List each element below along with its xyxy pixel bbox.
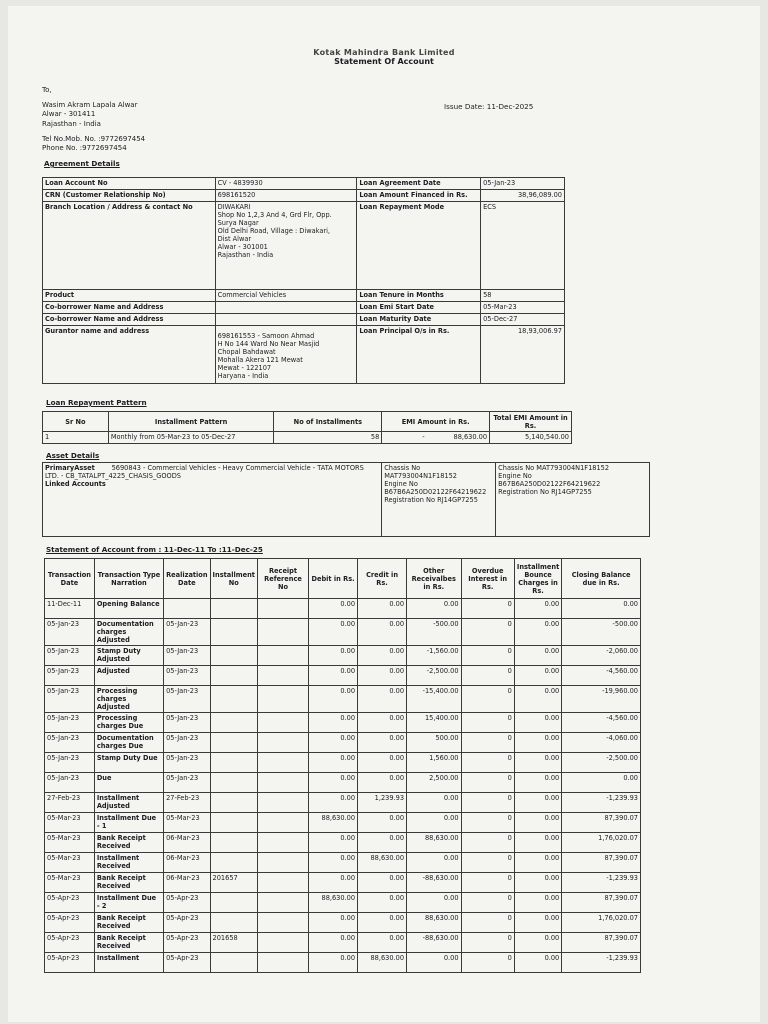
statement-cell: Installment Due - 2 (94, 893, 163, 913)
statement-cell: 0.00 (514, 953, 561, 973)
statement-cell: 0 (461, 733, 514, 753)
statement-cell: 11-Dec-11 (45, 599, 95, 619)
statement-cell: 0.00 (358, 913, 407, 933)
statement-cell: 05-Apr-23 (164, 913, 210, 933)
statement-cell (257, 646, 308, 666)
statement-cell: 05-Jan-23 (164, 686, 210, 713)
statement-cell: 0.00 (358, 666, 407, 686)
statement-cell: 0.00 (358, 933, 407, 953)
statement-cell: Bank Receipt Received (94, 933, 163, 953)
statement-cell: 201657 (210, 873, 257, 893)
statement-cell: 0.00 (358, 646, 407, 666)
statement-cell: 05-Jan-23 (164, 619, 210, 646)
statement-cell (210, 733, 257, 753)
statement-cell: 0.00 (309, 599, 358, 619)
table-row (45, 853, 641, 873)
statement-cell: 0.00 (358, 599, 407, 619)
statement-header: Transaction Type Narration (94, 559, 163, 599)
statement-cell: 05-Apr-23 (164, 933, 210, 953)
statement-cell (210, 773, 257, 793)
statement-cell: Installment Due - 1 (94, 813, 163, 833)
statement-cell: 0.00 (514, 753, 561, 773)
statement-cell: 0.00 (309, 713, 358, 733)
statement-cell (210, 953, 257, 973)
statement-cell: 05-Jan-23 (164, 733, 210, 753)
statement-header: Installment Bounce Charges in Rs. (514, 559, 561, 599)
statement-cell (210, 666, 257, 686)
amount-financed-value: 38,96,089.00 (481, 190, 565, 202)
repayment-pattern-heading: Loan Repayment Pattern (46, 398, 147, 407)
asset-chassis-cell: Chassis No MAT793004N1F18152 Engine No B67B6A250D02122F64219622 Registration No RJ14GP7255 (382, 463, 496, 537)
statement-cell: Bank Receipt Received (94, 913, 163, 933)
statement-cell: 0.00 (514, 646, 561, 666)
statement-cell: -1,239.93 (562, 953, 641, 973)
repayment-header: Installment Pattern (108, 412, 274, 432)
coborrower-label: Co-borrower Name and Address (43, 302, 216, 314)
statement-cell: Stamp Duty Adjusted (94, 646, 163, 666)
statement-header: Transaction Date (45, 559, 95, 599)
statement-cell: 0.00 (514, 913, 561, 933)
statement-cell: 0.00 (407, 813, 461, 833)
branch-value: DIWAKARI Shop No 1,2,3 And 4, Grd Flr, Opp. Surya Nagar Old Delhi Road, Village : Diwakari, Dist Alwar Alwar - 301001 Rajasthan - India (215, 202, 357, 290)
statement-cell: 0 (461, 953, 514, 973)
statement-cell: 88,630.00 (407, 913, 461, 933)
statement-cell (257, 873, 308, 893)
statement-cell (257, 833, 308, 853)
table-row (45, 913, 641, 933)
statement-cell: -88,630.00 (407, 873, 461, 893)
statement-cell: 87,390.07 (562, 933, 641, 953)
statement-cell: 87,390.07 (562, 853, 641, 873)
table-row (43, 432, 572, 444)
statement-cell: 0.00 (514, 833, 561, 853)
statement-cell: 0.00 (309, 853, 358, 873)
statement-cell: -4,560.00 (562, 713, 641, 733)
table-row (45, 666, 641, 686)
statement-cell: 0 (461, 686, 514, 713)
statement-cell: 2,500.00 (407, 773, 461, 793)
statement-cell: 0.00 (407, 953, 461, 973)
statement-cell: -4,560.00 (562, 666, 641, 686)
statement-cell: 05-Jan-23 (164, 646, 210, 666)
statement-cell: 05-Jan-23 (45, 646, 95, 666)
statement-cell (257, 773, 308, 793)
statement-cell: 87,390.07 (562, 813, 641, 833)
statement-cell: 05-Apr-23 (45, 913, 95, 933)
repayment-header: Sr No (43, 412, 109, 432)
repayment-table (42, 411, 572, 444)
statement-cell (257, 933, 308, 953)
statement-cell: 0.00 (309, 753, 358, 773)
statement-cell: 06-Mar-23 (164, 833, 210, 853)
coborrower-label: Co-borrower Name and Address (43, 314, 216, 326)
statement-cell (257, 853, 308, 873)
statement-cell: 88,630.00 (358, 953, 407, 973)
statement-cell: 0.00 (514, 853, 561, 873)
address-line: Alwar - 301411 (42, 110, 96, 119)
table-row (45, 813, 641, 833)
statement-cell: 0.00 (407, 893, 461, 913)
repayment-cell: Monthly from 05-Mar-23 to 05-Dec-27 (108, 432, 274, 444)
statement-cell: 05-Apr-23 (164, 893, 210, 913)
statement-cell: 0 (461, 813, 514, 833)
statement-cell: 0.00 (514, 619, 561, 646)
statement-cell: -2,500.00 (562, 753, 641, 773)
statement-header: Installment No (210, 559, 257, 599)
statement-cell: 0.00 (358, 893, 407, 913)
customer-name: Wasim Akram Lapala Alwar (42, 101, 138, 110)
statement-cell: Adjusted (94, 666, 163, 686)
statement-cell (210, 793, 257, 813)
repayment-cell: 1 (43, 432, 109, 444)
statement-cell: 1,76,020.07 (562, 913, 641, 933)
repayment-header: Total EMI Amount in Rs. (490, 412, 572, 432)
statement-cell: -500.00 (407, 619, 461, 646)
statement-cell: Processing charges Adjusted (94, 686, 163, 713)
address-line: Rajasthan - India (42, 119, 101, 128)
guarantor-value: 698161553 - Samoon Ahmad H No 144 Ward No Near Masjid Chopal Bahdawat Mohalla Akera 121 Mewat Mewat - 122107 Haryana - India (215, 326, 357, 384)
statement-cell: 05-Apr-23 (45, 893, 95, 913)
statement-cell: 05-Apr-23 (45, 933, 95, 953)
statement-cell: -500.00 (562, 619, 641, 646)
statement-cell: 05-Jan-23 (45, 686, 95, 713)
statement-cell: 05-Jan-23 (45, 733, 95, 753)
statement-cell (257, 713, 308, 733)
statement-cell: 88,630.00 (358, 853, 407, 873)
statement-cell: 0.00 (514, 893, 561, 913)
statement-cell: 500.00 (407, 733, 461, 753)
statement-cell: 0.00 (407, 853, 461, 873)
statement-cell: 0.00 (358, 619, 407, 646)
statement-cell: 0 (461, 753, 514, 773)
issue-date: Issue Date: 11-Dec-2025 (444, 102, 534, 111)
table-row (45, 773, 641, 793)
repayment-cell: 58 (274, 432, 382, 444)
emi-start-value: 05-Mar-23 (481, 302, 565, 314)
statement-cell: -2,500.00 (407, 666, 461, 686)
statement-cell: 1,239.93 (358, 793, 407, 813)
repayment-cell: - 88,630.00 (382, 432, 490, 444)
statement-cell: 0 (461, 933, 514, 953)
statement-cell: 88,630.00 (309, 813, 358, 833)
statement-cell: 0 (461, 873, 514, 893)
statement-cell: Documentation charges Adjusted (94, 619, 163, 646)
statement-cell: 0.00 (358, 686, 407, 713)
statement-cell: -4,060.00 (562, 733, 641, 753)
statement-cell: -88,630.00 (407, 933, 461, 953)
statement-cell: 05-Jan-23 (45, 619, 95, 646)
statement-cell: 05-Mar-23 (45, 833, 95, 853)
statement-cell (257, 686, 308, 713)
statement-header: Realization Date (164, 559, 210, 599)
agreement-date-label: Loan Agreement Date (357, 178, 481, 190)
product-value: Commercial Vehicles (215, 290, 357, 302)
statement-cell: 0.00 (514, 773, 561, 793)
statement-cell: 0 (461, 646, 514, 666)
statement-table (44, 558, 641, 973)
statement-cell (257, 733, 308, 753)
statement-cell: Opening Balance (94, 599, 163, 619)
statement-cell: 05-Mar-23 (45, 853, 95, 873)
statement-cell (210, 753, 257, 773)
statement-cell: 0.00 (309, 666, 358, 686)
statement-cell: 05-Jan-23 (164, 666, 210, 686)
statement-cell: -1,239.93 (562, 873, 641, 893)
to-label: To, (42, 86, 52, 94)
repayment-cell: 5,140,540.00 (490, 432, 572, 444)
tel-number: Tel No.Mob. No. :9772697454 (42, 134, 146, 143)
principal-os-label: Loan Principal O/s in Rs. (357, 326, 481, 384)
statement-cell: 0 (461, 853, 514, 873)
statement-header: Closing Balance due in Rs. (562, 559, 641, 599)
statement-cell: 0.00 (514, 713, 561, 733)
statement-cell: 0.00 (309, 646, 358, 666)
table-row (45, 873, 641, 893)
table-row (45, 893, 641, 913)
statement-cell: 05-Mar-23 (164, 813, 210, 833)
statement-cell: 0.00 (309, 953, 358, 973)
statement-cell: 06-Mar-23 (164, 853, 210, 873)
emi-start-label: Loan Emi Start Date (357, 302, 481, 314)
table-row (45, 953, 641, 973)
table-row (45, 686, 641, 713)
loan-account-label: Loan Account No (43, 178, 216, 190)
statement-cell (257, 793, 308, 813)
statement-cell (210, 646, 257, 666)
statement-cell: 88,630.00 (309, 893, 358, 913)
statement-cell: 15,400.00 (407, 713, 461, 733)
agreement-table (42, 177, 565, 384)
coborrower-value (215, 302, 357, 314)
statement-cell: 0.00 (514, 793, 561, 813)
statement-cell: 0 (461, 713, 514, 733)
asset-details-heading: Asset Details (46, 451, 100, 460)
statement-cell (257, 599, 308, 619)
statement-cell: 0 (461, 599, 514, 619)
statement-cell: 0.00 (514, 686, 561, 713)
document-title: Statement Of Account (334, 57, 434, 66)
statement-cell: 0.00 (358, 813, 407, 833)
asset-chassis-cell: Chassis No MAT793004N1F18152 Engine No B67B6A250D02122F64219622 Registration No RJ14GP7255 (496, 463, 650, 537)
statement-cell: 0.00 (514, 599, 561, 619)
dash-mark: - (422, 433, 425, 441)
table-row (45, 933, 641, 953)
statement-cell (210, 686, 257, 713)
statement-cell: -15,400.00 (407, 686, 461, 713)
statement-cell (210, 619, 257, 646)
statement-cell: 88,630.00 (407, 833, 461, 853)
statement-cell: 05-Jan-23 (45, 753, 95, 773)
statement-cell: 0.00 (407, 599, 461, 619)
statement-cell: Bank Receipt Received (94, 873, 163, 893)
agreement-date-value: 05-Jan-23 (481, 178, 565, 190)
statement-cell: 0.00 (514, 933, 561, 953)
primary-asset-label: PrimaryAsset (45, 464, 95, 472)
statement-cell (210, 599, 257, 619)
table-row (45, 713, 641, 733)
statement-cell (257, 753, 308, 773)
statement-cell: 0 (461, 793, 514, 813)
phone-number: Phone No. :9772697454 (42, 144, 127, 153)
statement-header: Credit in Rs. (358, 559, 407, 599)
statement-cell: 0.00 (358, 753, 407, 773)
table-row (45, 619, 641, 646)
statement-header: Other Receivalbes in Rs. (407, 559, 461, 599)
statement-cell: 05-Mar-23 (45, 873, 95, 893)
statement-cell: Stamp Duty Due (94, 753, 163, 773)
statement-cell: 27-Feb-23 (45, 793, 95, 813)
linked-accounts-label: Linked Accounts (45, 480, 106, 488)
table-row (45, 646, 641, 666)
statement-cell: 0.00 (358, 833, 407, 853)
statement-cell: 87,390.07 (562, 893, 641, 913)
guarantor-label: Gurantor name and address (43, 326, 216, 384)
statement-cell: 0 (461, 666, 514, 686)
tenure-label: Loan Tenure in Months (357, 290, 481, 302)
statement-cell: 1,560.00 (407, 753, 461, 773)
statement-cell: 0.00 (309, 833, 358, 853)
statement-cell: Documentation charges Due (94, 733, 163, 753)
statement-cell: 27-Feb-23 (164, 793, 210, 813)
statement-cell: Installment (94, 953, 163, 973)
statement-cell: 0.00 (358, 773, 407, 793)
statement-cell: -1,239.93 (562, 793, 641, 813)
principal-os-value: 18,93,006.97 (481, 326, 565, 384)
statement-cell: 05-Apr-23 (164, 953, 210, 973)
statement-cell (164, 599, 210, 619)
repayment-header: EMI Amount in Rs. (382, 412, 490, 432)
statement-cell: 0 (461, 893, 514, 913)
statement-cell: 201658 (210, 933, 257, 953)
crn-value: 698161520 (215, 190, 357, 202)
statement-cell: 0.00 (514, 666, 561, 686)
statement-cell: 0.00 (309, 773, 358, 793)
statement-cell: -19,960.00 (562, 686, 641, 713)
statement-cell (210, 913, 257, 933)
amount-financed-label: Loan Amount Financed in Rs. (357, 190, 481, 202)
statement-header: Debit in Rs. (309, 559, 358, 599)
primary-asset-value: 5690843 - Commercial Vehicles - Heavy Commercial Vehicle - TATA MOTORS LTD. - CB_TATALPT_4225_CHASIS_GOODS (45, 464, 364, 480)
repayment-mode-label: Loan Repayment Mode (357, 202, 481, 290)
statement-heading: Statement of Account from : 11-Dec-11 To :11-Dec-25 (46, 545, 263, 554)
maturity-label: Loan Maturity Date (357, 314, 481, 326)
statement-cell: -2,060.00 (562, 646, 641, 666)
statement-cell: Installment Received (94, 853, 163, 873)
coborrower-value (215, 314, 357, 326)
loan-account-value: CV - 4839930 (215, 178, 357, 190)
statement-cell: 0.00 (514, 813, 561, 833)
statement-cell: 06-Mar-23 (164, 873, 210, 893)
statement-cell (257, 953, 308, 973)
statement-cell: 0 (461, 913, 514, 933)
product-label: Product (43, 290, 216, 302)
statement-cell (257, 813, 308, 833)
statement-cell: Installment Adjusted (94, 793, 163, 813)
statement-cell: 0.00 (309, 686, 358, 713)
statement-cell (210, 853, 257, 873)
statement-cell: 0.00 (309, 793, 358, 813)
repayment-mode-value: ECS (481, 202, 565, 290)
maturity-value: 05-Dec-27 (481, 314, 565, 326)
statement-cell: 0.00 (309, 873, 358, 893)
statement-cell: 0.00 (562, 599, 641, 619)
statement-cell (257, 893, 308, 913)
statement-cell: 05-Jan-23 (45, 666, 95, 686)
tenure-value: 58 (481, 290, 565, 302)
statement-cell: 0.00 (358, 733, 407, 753)
asset-table (42, 462, 650, 537)
statement-cell (257, 619, 308, 646)
statement-cell: 05-Mar-23 (45, 813, 95, 833)
statement-cell: 05-Jan-23 (45, 713, 95, 733)
branch-label: Branch Location / Address & contact No (43, 202, 216, 290)
statement-cell: -1,560.00 (407, 646, 461, 666)
statement-cell: 1,76,020.07 (562, 833, 641, 853)
statement-cell: 0.00 (358, 873, 407, 893)
statement-cell: 0.00 (309, 933, 358, 953)
table-row (45, 733, 641, 753)
agreement-details-heading: Agreement Details (44, 159, 120, 168)
statement-header: Overdue Interest in Rs. (461, 559, 514, 599)
statement-cell: 0.00 (562, 773, 641, 793)
statement-cell (257, 666, 308, 686)
statement-cell: 0.00 (309, 913, 358, 933)
statement-cell: 05-Jan-23 (45, 773, 95, 793)
statement-cell: Processing charges Due (94, 713, 163, 733)
statement-cell: 0 (461, 833, 514, 853)
statement-cell: 0.00 (514, 733, 561, 753)
bank-name: Kotak Mahindra Bank Limited (313, 48, 455, 57)
statement-cell: 05-Apr-23 (45, 953, 95, 973)
statement-cell: 05-Jan-23 (164, 713, 210, 733)
statement-cell: 0.00 (358, 713, 407, 733)
statement-cell: 05-Jan-23 (164, 753, 210, 773)
table-row (45, 599, 641, 619)
asset-primary-cell (43, 463, 382, 537)
statement-cell: 0 (461, 773, 514, 793)
statement-cell (210, 833, 257, 853)
customer-address-block (42, 86, 145, 153)
table-row (45, 833, 641, 853)
statement-cell: 0.00 (309, 733, 358, 753)
statement-cell (210, 813, 257, 833)
statement-cell: Due (94, 773, 163, 793)
statement-cell (257, 913, 308, 933)
crn-label: CRN (Customer Relationship No) (43, 190, 216, 202)
statement-cell (210, 713, 257, 733)
statement-cell: 0.00 (407, 793, 461, 813)
repayment-header: No of Installments (274, 412, 382, 432)
statement-cell: 0.00 (309, 619, 358, 646)
statement-cell (210, 893, 257, 913)
table-row (45, 753, 641, 773)
statement-cell: 0 (461, 619, 514, 646)
statement-cell: Bank Receipt Received (94, 833, 163, 853)
table-row (45, 793, 641, 813)
statement-cell: 05-Jan-23 (164, 773, 210, 793)
statement-cell: 0.00 (514, 873, 561, 893)
statement-header: Receipt Reference No (257, 559, 308, 599)
statement-page (8, 6, 760, 1022)
